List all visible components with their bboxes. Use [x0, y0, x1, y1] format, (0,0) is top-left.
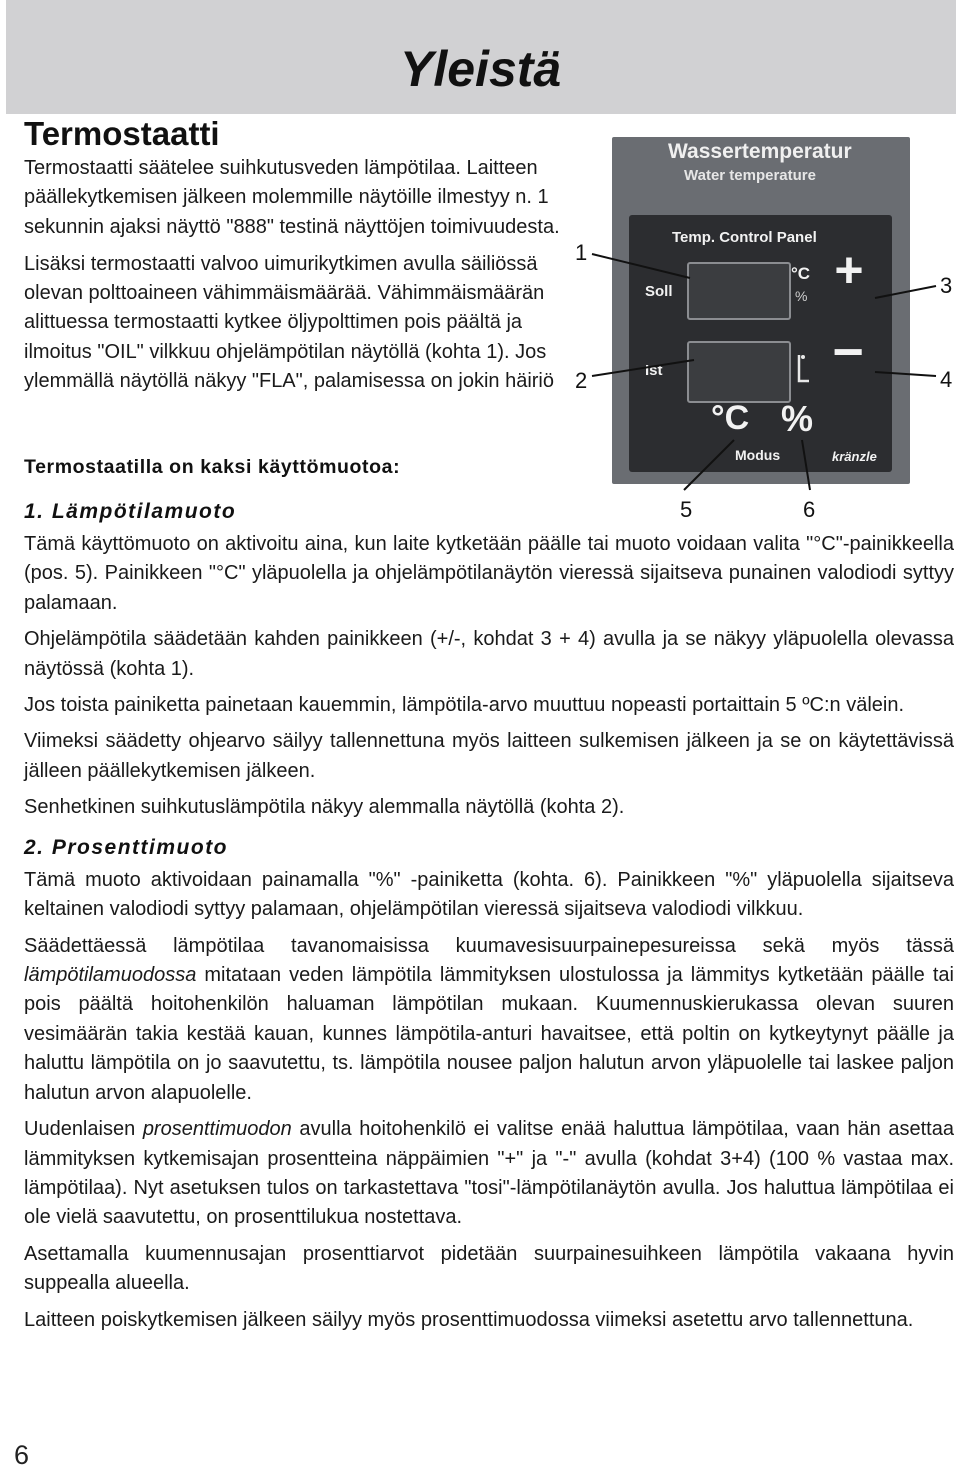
- callout-lines: [570, 132, 960, 532]
- emphasis: lämpötilamuodossa: [24, 964, 197, 987]
- modes-heading: Termostaatilla on kaksi käyttömuotoa:: [24, 456, 401, 478]
- page-title: Termostaatti: [24, 115, 220, 152]
- section2-title: 2. Prosenttimuoto: [24, 835, 229, 859]
- intro-paragraph: Lisäksi termostaatti valvoo uimurikytkimen avulla säiliössä olevan polttoaineen vähimmäismäärää. Vähimmäismäärän alittuessa termostaatti kytkee öljypolttimen pois päältä ja ilmoitus "OIL" vilkkuu ohjelämpötilan näytöllä (kohta 1). Jos ylemmällä näytöllä näkyy "FLA", palamisessa on jokin häiriö: [24, 252, 554, 393]
- callout-6: 6: [803, 497, 816, 522]
- intro-paragraph: Termostaatti säätelee suihkutusveden lämpötilaa. Laitteen päällekytkemisen jälkeen molemmille näytöille ilmestyy n. 1 sekunnin ajaksi näyttö "888" testinä näyttöjen toimivuudesta.: [24, 157, 560, 238]
- section-header-title: Yleistä: [400, 41, 562, 97]
- section2-paragraph: Laitteen poiskytkemisen jälkeen säilyy myös prosenttimuodossa viimeksi asetettu arvo tallennettuna.: [24, 1308, 914, 1331]
- celsius-button-label: °C: [711, 399, 750, 437]
- control-panel-label: Temp. Control Panel: [672, 229, 817, 246]
- section1-paragraph: Ohjelämpötila säädetään kahden painikkeen (+/-, kohdat 3 + 4) avulla ja se näkyy yläpuolella olevassa näytössä (kohta 1).: [24, 628, 954, 680]
- control-panel-figure: [570, 132, 960, 532]
- panel-title-en: Water temperature: [684, 167, 816, 184]
- section1-title: 1. Lämpötilamuoto: [24, 500, 237, 523]
- panel-title-de: Wassertemperatur: [668, 140, 852, 163]
- section1-paragraph: Jos toista painiketta painetaan kauemmin, lämpötila-arvo muuttuu nopeasti portaittain 5 ºC:n välein.: [24, 694, 905, 717]
- page-number: 6: [14, 1440, 30, 1470]
- body-text: [24, 530, 954, 1342]
- minus-button[interactable]: −: [832, 322, 864, 382]
- text-run: Säädettäessä lämpötilaa tavanomaisissa kuumavesisuurpainepesureissa sekä myös tässä: [24, 934, 954, 957]
- callout-3: 3: [940, 273, 953, 298]
- section2-paragraph: Tämä muoto aktivoidaan painamalla "%" -painiketta (kohta. 6). Painikkeen "%" yläpuolella sijaitseva keltainen valodiodi syttyy palamaan, ohjelämpötilan vieressä sijaitseva valodiodi vilkkuu.: [24, 868, 954, 921]
- text-run: avulla hoitohenkilö ei valitse enää haluttua lämpötilaa, vaan hän asettaa lämmityksen kytkemisajan prosentteina näppäimien "+" ja "-" avulla (kohdat 3+4) (100 % vastaa max. lämpötilaa). Nyt asetuksen tulos on tarkastettava "tosi"-lämpötilanäytön avulla. Jos haluttua lämpötilaa ei ole vielä saavutettu, on prosenttilukua nostettava.: [24, 1118, 954, 1229]
- ist-label: Ist: [645, 362, 663, 379]
- text-run: Uudenlaisen: [24, 1118, 143, 1141]
- section1-paragraph: Senhetkinen suihkutuslämpötila näkyy alemmalla näytöllä (kohta 2).: [24, 796, 625, 819]
- section2-paragraph: [24, 932, 954, 1108]
- intro-text: [24, 154, 564, 396]
- modus-label: Modus: [735, 447, 781, 463]
- callout-4: 4: [940, 367, 953, 392]
- section2-paragraph: Asettamalla kuumennusajan prosenttiarvot pidetään suurpainesuihkeen lämpötila vakaana hyvin suppealla alueella.: [24, 1242, 954, 1295]
- callout-1: 1: [575, 240, 588, 265]
- unit-percent-indicator: %: [795, 288, 808, 304]
- section1-paragraph: Viimeksi säädetty ohjearvo säilyy tallennettuna myös laitteen sulkemisen jälkeen ja se on käytettävissä jälleen päällekytkemisen jälkeen.: [24, 730, 954, 782]
- brand-logo: kränzle: [832, 449, 877, 464]
- unit-celsius-indicator: °C: [791, 264, 811, 283]
- text-run: mitataan veden lämpötila lämmityksen ulostulossa ja lämmitys kytketään päälle tai pois päältä hoitohenkilön haluaman lämpötilan mukaan. Kuumennuskierukassa olevan suuren vesimäärän takia kestää kauan, kunnes lämpötila-anturi havaitsee, että poltin on kytkeytynyt päälle ja haluttu lämpötila on jo saavutettu, ts. lämpötila nousee paljon halutun arvon yläpuolelle tai laskee paljon halutun arvon alapuolelle.: [24, 964, 954, 1104]
- callout-2: 2: [575, 368, 588, 393]
- soll-label: Soll: [645, 283, 673, 300]
- section1-paragraph: Tämä käyttömuoto on aktivoitu aina, kun laite kytketään päälle tai muoto voidaan valita "°C"-painikkeella (pos. 5). Painikkeen "°C" yläpuolella ja ohjelämpötilanäytön vieressä sijaitseva punainen valodiodi syttyy palamaan.: [24, 533, 954, 614]
- callout-5: 5: [680, 497, 693, 522]
- plus-button[interactable]: +: [834, 242, 864, 298]
- percent-button-label: %: [781, 398, 814, 439]
- emphasis: prosenttimuodon: [142, 1118, 292, 1141]
- section2-paragraph: [24, 1115, 954, 1233]
